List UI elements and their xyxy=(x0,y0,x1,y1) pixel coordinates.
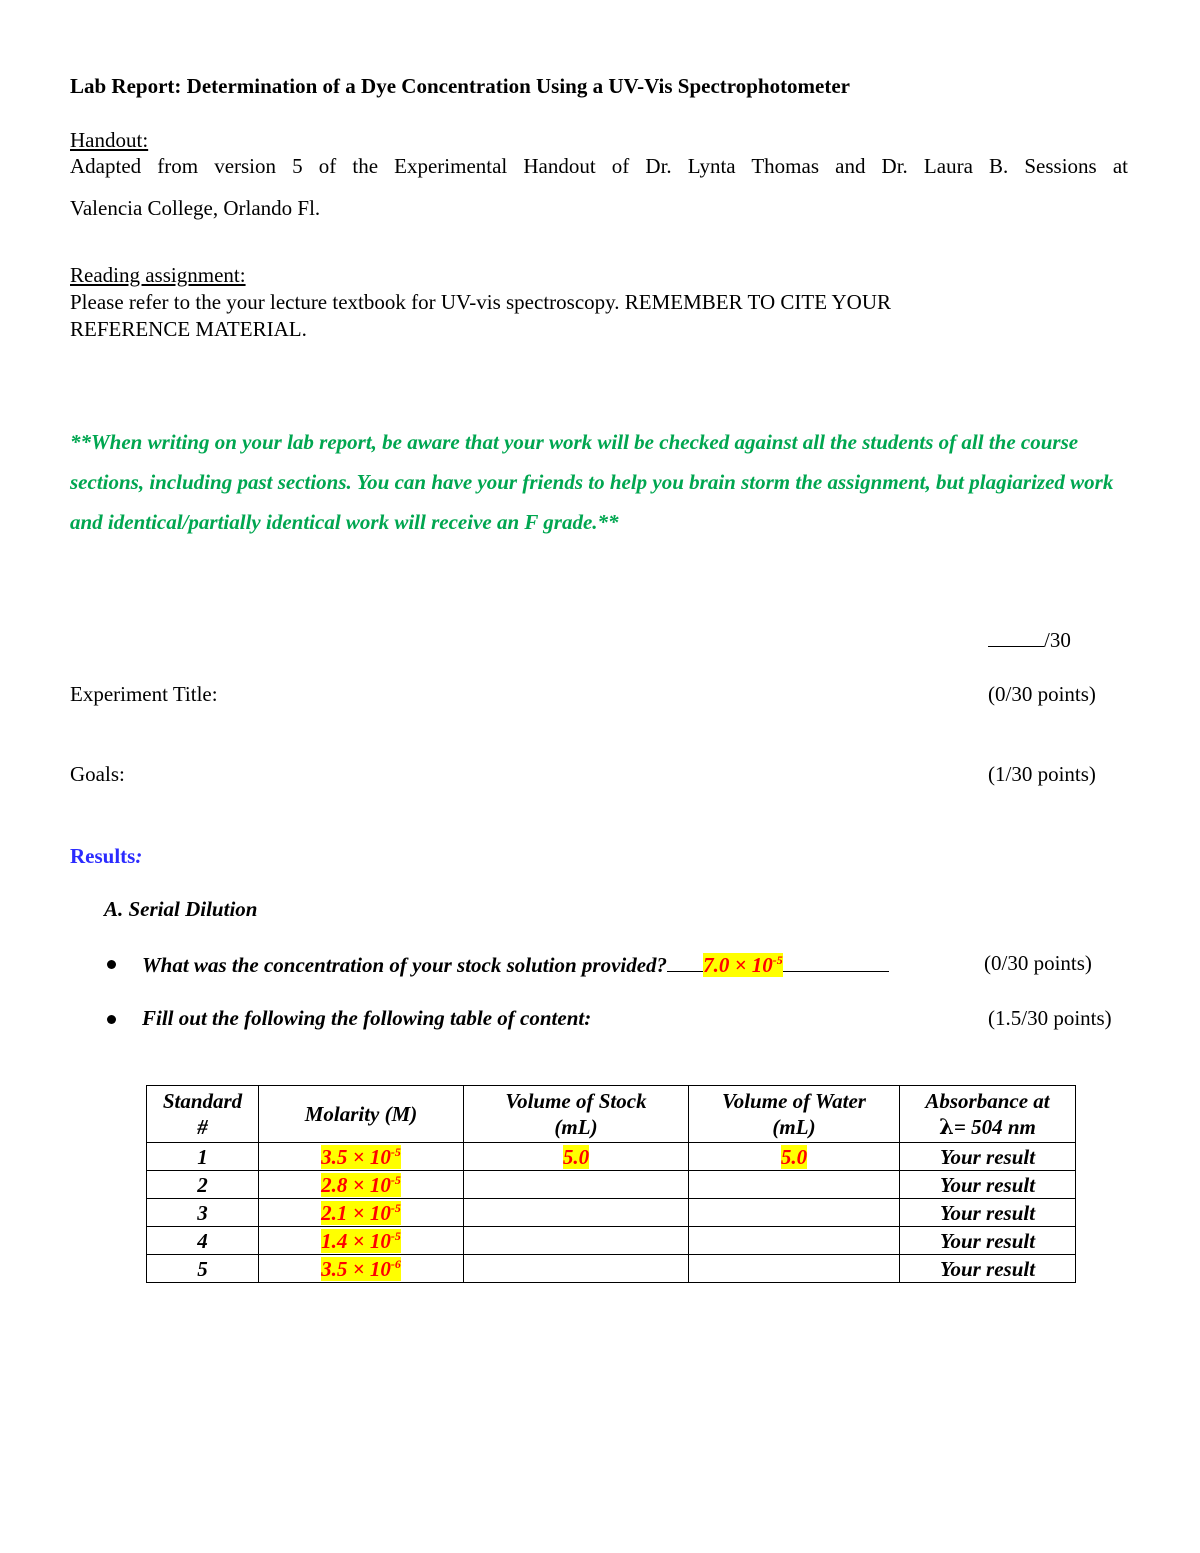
document-title: Lab Report: Determination of a Dye Concentration Using a UV-Vis Spectrophotometer xyxy=(70,74,851,98)
reading-section xyxy=(70,262,891,343)
lambda-symbol: λ xyxy=(939,1114,954,1139)
cell-stock[interactable] xyxy=(464,1227,689,1255)
table-row xyxy=(147,1199,1076,1227)
cell-water[interactable] xyxy=(689,1255,900,1283)
header-absorbance xyxy=(900,1086,1076,1143)
stock-concentration-answer xyxy=(703,953,783,977)
molarity-base: 2.8 × 10 xyxy=(321,1172,391,1197)
score-total: /30 xyxy=(1044,628,1071,652)
cell-standard: 1 xyxy=(147,1143,259,1171)
cell-water[interactable] xyxy=(689,1199,900,1227)
cell-standard: 3 xyxy=(147,1199,259,1227)
header-water-l1: Volume of Water xyxy=(722,1089,866,1113)
cell-water[interactable] xyxy=(689,1227,900,1255)
question-stock-points: (0/30 points) xyxy=(984,951,1092,975)
molarity-base: 3.5 × 10 xyxy=(321,1256,391,1281)
reading-heading: Reading assignment: xyxy=(70,263,246,287)
cell-stock[interactable] xyxy=(464,1199,689,1227)
cell-absorbance[interactable]: Your result xyxy=(900,1255,1076,1283)
handout-section xyxy=(70,127,148,154)
reading-line-1: Please refer to the your lecture textbook for UV-vis spectroscopy. REMEMBER TO CITE YOUR xyxy=(70,290,891,314)
header-stock-l2: (mL) xyxy=(554,1115,598,1139)
molarity-base: 3.5 × 10 xyxy=(321,1144,391,1169)
header-abs-l2: = 504 nm xyxy=(953,1115,1036,1139)
molarity-exponent: -6 xyxy=(390,1256,401,1271)
cell-water[interactable] xyxy=(689,1143,900,1171)
molarity-exponent: -5 xyxy=(390,1144,401,1159)
table-row xyxy=(147,1143,1076,1171)
question-stock-concentration xyxy=(142,951,889,978)
cell-water[interactable] xyxy=(689,1171,900,1199)
experiment-title-label: Experiment Title: xyxy=(70,682,218,706)
plagiarism-warning: **When writing on your lab report, be aware that your work will be checked against all the students of all the course sections, including past sections. You can have your friends to help you brain storm the assignment, but plagiarized work and identical/partially identical work will receive an F grade.** xyxy=(70,430,1114,534)
molarity-exponent: -5 xyxy=(390,1200,401,1215)
cell-stock[interactable] xyxy=(464,1171,689,1199)
handout-line-1: Adapted from version 5 of the Experimental Handout of Dr. Lynta Thomas and Dr. Laura B. Sessions at xyxy=(70,154,1128,178)
handout-line-2: Valencia College, Orlando Fl. xyxy=(70,196,321,220)
handout-heading: Handout: xyxy=(70,128,149,152)
goals-points: (1/30 points) xyxy=(988,762,1096,786)
cell-molarity xyxy=(259,1199,464,1227)
molarity-base: 2.1 × 10 xyxy=(321,1200,391,1225)
question-fill-table-points: (1.5/30 points) xyxy=(988,1006,1112,1030)
goals-label: Goals: xyxy=(70,762,125,786)
question-fill-table: Fill out the following the following table of content: xyxy=(142,1006,592,1030)
molarity-exponent: -5 xyxy=(390,1228,401,1243)
table-row xyxy=(147,1227,1076,1255)
answer-blank-left xyxy=(667,951,703,972)
cell-molarity xyxy=(259,1227,464,1255)
header-molarity-text: Molarity (M) xyxy=(304,1102,418,1126)
question-stock-text: What was the concentration of your stock solution provided? xyxy=(142,953,668,977)
answer-exponent: -5 xyxy=(772,953,783,967)
header-molarity xyxy=(259,1086,464,1143)
cell-stock[interactable] xyxy=(464,1255,689,1283)
table-row xyxy=(147,1255,1076,1283)
molarity-base: 1.4 × 10 xyxy=(321,1228,391,1253)
water-value: 5.0 xyxy=(780,1144,808,1169)
header-standard xyxy=(147,1086,259,1143)
cell-standard: 4 xyxy=(147,1227,259,1255)
reading-line-2: REFERENCE MATERIAL. xyxy=(70,317,307,341)
cell-absorbance[interactable]: Your result xyxy=(900,1227,1076,1255)
table-header-row xyxy=(147,1086,1076,1143)
header-standard-l2: # xyxy=(197,1115,208,1139)
cell-absorbance[interactable]: Your result xyxy=(900,1143,1076,1171)
cell-absorbance[interactable]: Your result xyxy=(900,1171,1076,1199)
cell-molarity xyxy=(259,1255,464,1283)
cell-standard: 5 xyxy=(147,1255,259,1283)
header-stock-l1: Volume of Stock xyxy=(505,1089,647,1113)
score-blank[interactable] xyxy=(988,626,1044,647)
cell-molarity xyxy=(259,1171,464,1199)
answer-base: 7.0 × 10 xyxy=(703,953,773,977)
header-abs-l1: Absorbance at xyxy=(925,1089,1050,1113)
header-stock-volume xyxy=(464,1086,689,1143)
bullet-icon xyxy=(107,960,116,969)
dilution-table xyxy=(146,1085,1076,1283)
header-standard-l1: Standard xyxy=(162,1089,243,1113)
cell-absorbance[interactable]: Your result xyxy=(900,1199,1076,1227)
results-heading xyxy=(70,844,142,869)
bullet-icon xyxy=(107,1015,116,1024)
total-score xyxy=(988,626,1071,653)
cell-stock[interactable] xyxy=(464,1143,689,1171)
header-water-l2: (mL) xyxy=(772,1115,816,1139)
stock-value: 5.0 xyxy=(562,1144,590,1169)
molarity-exponent: -5 xyxy=(390,1172,401,1187)
table-row xyxy=(147,1171,1076,1199)
answer-blank-right xyxy=(783,951,889,972)
header-water-volume xyxy=(689,1086,900,1143)
experiment-title-points: (0/30 points) xyxy=(988,682,1096,706)
results-heading-colon: : xyxy=(135,844,143,868)
cell-standard: 2 xyxy=(147,1171,259,1199)
section-a-heading: A. Serial Dilution xyxy=(104,897,258,921)
cell-molarity xyxy=(259,1143,464,1171)
results-heading-text: Results xyxy=(70,844,136,868)
